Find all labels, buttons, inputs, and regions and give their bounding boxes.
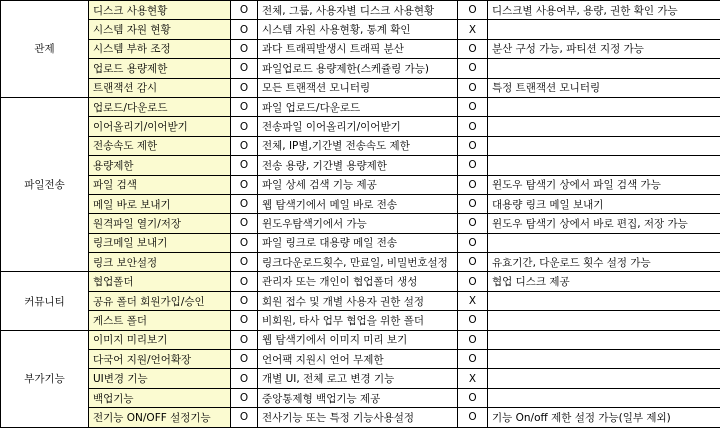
category-cell: 부가기능: [1, 330, 89, 427]
feature-description-cell: 관리자 또는 개인이 협업폴더 생성: [258, 272, 458, 291]
feature-name-cell: UI변경 기능: [89, 369, 231, 388]
table-row: [1, 233, 720, 252]
feature-name-cell: 디스크 사용현황: [89, 1, 231, 20]
feature-note-cell: [488, 136, 720, 155]
feature-description-cell: 모든 트랜잭션 모니터링: [258, 78, 458, 97]
table-row: [1, 369, 720, 388]
table-row: [1, 194, 720, 213]
feature-description-cell: 파일업로드 용량제한(스케쥴링 가능): [258, 59, 458, 78]
support-mark-cell: O: [231, 97, 258, 116]
feature-description-cell: 개별 UI, 전체 로고 변경 기능: [258, 369, 458, 388]
support-mark-cell: O: [231, 156, 258, 175]
support-mark-cell-2: O: [458, 311, 488, 330]
feature-note-cell: [488, 97, 720, 116]
support-mark-cell-2: O: [458, 78, 488, 97]
table-row: [1, 350, 720, 369]
support-mark-cell-2: O: [458, 253, 488, 272]
feature-note-cell: 협업 디스크 제공: [488, 272, 720, 291]
feature-note-cell: [488, 388, 720, 407]
support-mark-cell-2: O: [458, 39, 488, 58]
support-mark-cell: O: [231, 175, 258, 194]
support-mark-cell-2: O: [458, 350, 488, 369]
support-mark-cell: O: [231, 253, 258, 272]
feature-description-cell: 전송 용량, 기간별 용량제한: [258, 156, 458, 175]
table-row: [1, 136, 720, 155]
feature-note-cell: 유효기간, 다운로드 횟수 설정 가능: [488, 253, 720, 272]
support-mark-cell-2: O: [458, 175, 488, 194]
feature-note-cell: [488, 369, 720, 388]
feature-note-cell: 윈도우 탐색기 상에서 파일 검색 가능: [488, 175, 720, 194]
feature-description-cell: 언어팩 지원시 언어 무제한: [258, 350, 458, 369]
feature-name-cell: 백업기능: [89, 388, 231, 407]
feature-note-cell: [488, 330, 720, 349]
feature-note-cell: [488, 233, 720, 252]
support-mark-cell-2: O: [458, 408, 488, 427]
feature-note-cell: [488, 156, 720, 175]
support-mark-cell: O: [231, 388, 258, 407]
table-row: [1, 78, 720, 97]
feature-description-cell: 전사기능 또는 특정 기능사용설정: [258, 408, 458, 427]
table-row: [1, 20, 720, 39]
support-mark-cell-2: O: [458, 272, 488, 291]
feature-name-cell: 게스트 폴더: [89, 311, 231, 330]
support-mark-cell: O: [231, 214, 258, 233]
table-body: [1, 1, 720, 428]
table-row: [1, 214, 720, 233]
support-mark-cell-2: X: [458, 20, 488, 39]
table-row: [1, 117, 720, 136]
table-row: [1, 175, 720, 194]
support-mark-cell: O: [231, 233, 258, 252]
table-row: [1, 330, 720, 349]
feature-note-cell: 기능 On/off 제한 설정 가능(일부 제외): [488, 408, 720, 427]
feature-name-cell: 이어올리기/이어받기: [89, 117, 231, 136]
feature-note-cell: [488, 291, 720, 310]
table-row: [1, 253, 720, 272]
support-mark-cell-2: O: [458, 388, 488, 407]
category-cell: 파일전송: [1, 97, 89, 272]
feature-note-cell: 분산 구성 가능, 파티션 지정 가능: [488, 39, 720, 58]
table-row: [1, 272, 720, 291]
feature-name-cell: 이미지 미리보기: [89, 330, 231, 349]
support-mark-cell: O: [231, 330, 258, 349]
feature-note-cell: [488, 311, 720, 330]
table-row: [1, 408, 720, 427]
feature-note-cell: [488, 117, 720, 136]
category-cell: 커뮤니티: [1, 272, 89, 330]
table-row: [1, 1, 720, 20]
support-mark-cell: O: [231, 136, 258, 155]
support-mark-cell-2: O: [458, 233, 488, 252]
support-mark-cell-2: O: [458, 1, 488, 20]
feature-name-cell: 업로드 용량제한: [89, 59, 231, 78]
support-mark-cell: O: [231, 350, 258, 369]
feature-name-cell: 전기능 ON/OFF 설정기능: [89, 408, 231, 427]
support-mark-cell: O: [231, 408, 258, 427]
feature-name-cell: 협업폴더: [89, 272, 231, 291]
feature-description-cell: 전송파일 이어올리기/이어받기: [258, 117, 458, 136]
table-row: [1, 59, 720, 78]
feature-description-cell: 웹 탐색기에서 이미지 미리 보기: [258, 330, 458, 349]
feature-note-cell: [488, 350, 720, 369]
support-mark-cell-2: O: [458, 97, 488, 116]
feature-description-cell: 파일 상세 검색 기능 제공: [258, 175, 458, 194]
feature-name-cell: 메일 바로 보내기: [89, 194, 231, 213]
feature-note-cell: 디스크별 사용여부, 용량, 권한 확인 가능: [488, 1, 720, 20]
feature-description-cell: 파일 링크로 대용량 메일 전송: [258, 233, 458, 252]
support-mark-cell-2: X: [458, 369, 488, 388]
support-mark-cell: O: [231, 20, 258, 39]
support-mark-cell: O: [231, 39, 258, 58]
support-mark-cell-2: O: [458, 59, 488, 78]
support-mark-cell: O: [231, 117, 258, 136]
feature-description-cell: 과다 트래픽발생시 트래픽 분산: [258, 39, 458, 58]
feature-note-cell: 특정 트랜잭션 모니터링: [488, 78, 720, 97]
feature-note-cell: [488, 20, 720, 39]
support-mark-cell: O: [231, 291, 258, 310]
feature-name-cell: 원격파일 열기/저장: [89, 214, 231, 233]
feature-name-cell: 다국어 지원/언어확장: [89, 350, 231, 369]
feature-description-cell: 링크다운로드횟수, 만료일, 비밀번호설정: [258, 253, 458, 272]
feature-name-cell: 전송속도 제한: [89, 136, 231, 155]
feature-description-cell: 시스템 자원 사용현황, 통계 확인: [258, 20, 458, 39]
feature-description-cell: 비회원, 타사 업무 협업을 위한 폴더: [258, 311, 458, 330]
feature-name-cell: 시스템 자원 현황: [89, 20, 231, 39]
feature-description-cell: 파일 업로드/다운로드: [258, 97, 458, 116]
feature-description-cell: 중앙통제형 백업기능 제공: [258, 388, 458, 407]
table-row: [1, 39, 720, 58]
feature-note-cell: 대용량 링크 메일 보내기: [488, 194, 720, 213]
feature-name-cell: 트랜잭션 감시: [89, 78, 231, 97]
support-mark-cell-2: O: [458, 194, 488, 213]
feature-note-cell: [488, 59, 720, 78]
support-mark-cell-2: O: [458, 117, 488, 136]
feature-name-cell: 링크 보안설정: [89, 253, 231, 272]
feature-description-cell: 전체, IP별,기간별 전송속도 제한: [258, 136, 458, 155]
feature-name-cell: 시스템 부하 조정: [89, 39, 231, 58]
category-cell: 관제: [1, 1, 89, 98]
feature-note-cell: 윈도우 탐색기 상에서 바로 편집, 저장 가능: [488, 214, 720, 233]
feature-name-cell: 업로드/다운로드: [89, 97, 231, 116]
feature-name-cell: 공유 폴더 회원가입/승인: [89, 291, 231, 310]
support-mark-cell-2: O: [458, 214, 488, 233]
feature-description-cell: 전체, 그룹, 사용자별 디스크 사용현황: [258, 1, 458, 20]
support-mark-cell: O: [231, 59, 258, 78]
table-row: [1, 311, 720, 330]
feature-name-cell: 링크메일 보내기: [89, 233, 231, 252]
table-row: [1, 97, 720, 116]
support-mark-cell: O: [231, 369, 258, 388]
support-mark-cell: O: [231, 311, 258, 330]
support-mark-cell: O: [231, 194, 258, 213]
feature-description-cell: 웹 탐색기에서 메일 바로 전송: [258, 194, 458, 213]
feature-name-cell: 용량제한: [89, 156, 231, 175]
table-row: [1, 156, 720, 175]
table-row: [1, 291, 720, 310]
feature-name-cell: 파일 검색: [89, 175, 231, 194]
table-row: [1, 388, 720, 407]
support-mark-cell: O: [231, 78, 258, 97]
support-mark-cell-2: O: [458, 330, 488, 349]
support-mark-cell-2: O: [458, 136, 488, 155]
support-mark-cell-2: X: [458, 291, 488, 310]
support-mark-cell: O: [231, 1, 258, 20]
feature-description-cell: 회원 접수 및 개별 사용자 권한 설정: [258, 291, 458, 310]
feature-description-cell: 윈도우탐색기에서 가능: [258, 214, 458, 233]
support-mark-cell-2: O: [458, 156, 488, 175]
support-mark-cell: O: [231, 272, 258, 291]
